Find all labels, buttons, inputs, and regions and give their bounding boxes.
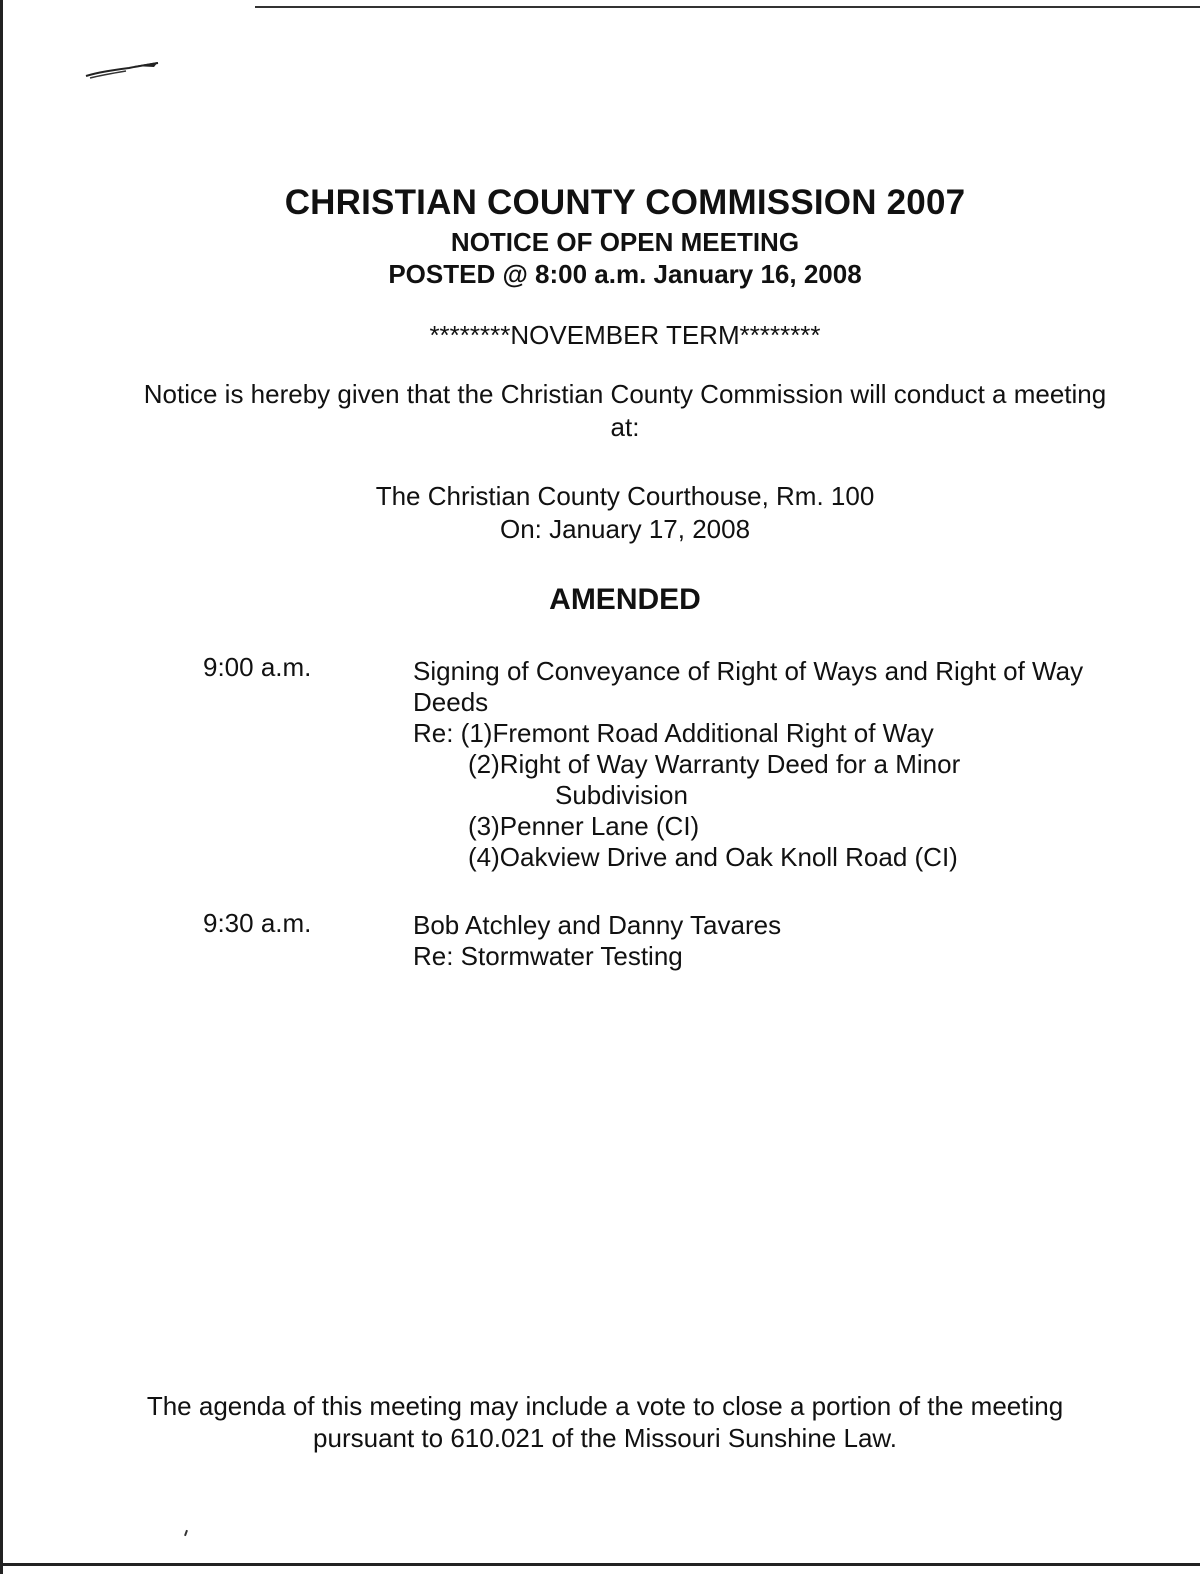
scan-speck <box>184 1530 188 1536</box>
page-title: CHRISTIAN COUNTY COMMISSION 2007 <box>284 183 966 222</box>
agenda-line: Re: Stormwater Testing <box>413 941 683 971</box>
location-place: The Christian County Courthouse, Rm. 100 <box>375 481 875 511</box>
agenda-line: Bob Atchley and Danny Tavares <box>413 910 782 940</box>
amended-label: AMENDED <box>549 583 701 616</box>
footer-line: pursuant to 610.021 of the Missouri Sunshine Law. <box>313 1423 897 1453</box>
agenda-time: 9:30 a.m. <box>203 908 312 938</box>
agenda-line: Re: (1)Fremont Road Additional Right of Way <box>413 718 934 748</box>
agenda-line: Signing of Conveyance of Right of Ways and Right of Way Deeds <box>413 656 1084 717</box>
notice-text: Notice is hereby given that the Christian County Commission will conduct a meeting at: <box>143 379 1107 442</box>
agenda-item <box>413 656 1093 873</box>
scan-edge-top <box>255 6 1200 8</box>
agenda-time: 9:00 a.m. <box>203 652 312 682</box>
location-date: On: January 17, 2008 <box>499 514 751 544</box>
agenda-line: (4)Oakview Drive and Oak Knoll Road (CI) <box>468 842 958 872</box>
agenda-item <box>413 910 1093 972</box>
agenda-line: Subdivision <box>555 780 688 810</box>
term-line: ********NOVEMBER TERM******** <box>429 320 821 350</box>
footer-line: The agenda of this meeting may include a vote to close a portion of the meeting <box>146 1391 1064 1421</box>
footer-note <box>100 1390 1110 1454</box>
notice-subtitle: NOTICE OF OPEN MEETING <box>450 227 800 257</box>
agenda-line: (2)Right of Way Warranty Deed for a Minor <box>468 749 961 779</box>
meeting-location <box>0 480 1200 546</box>
pen-mark-icon <box>84 58 164 82</box>
scan-edge-bottom <box>0 1563 1200 1566</box>
posted-line: POSTED @ 8:00 a.m. January 16, 2008 <box>388 259 862 289</box>
agenda-line: (3)Penner Lane (CI) <box>468 811 700 841</box>
